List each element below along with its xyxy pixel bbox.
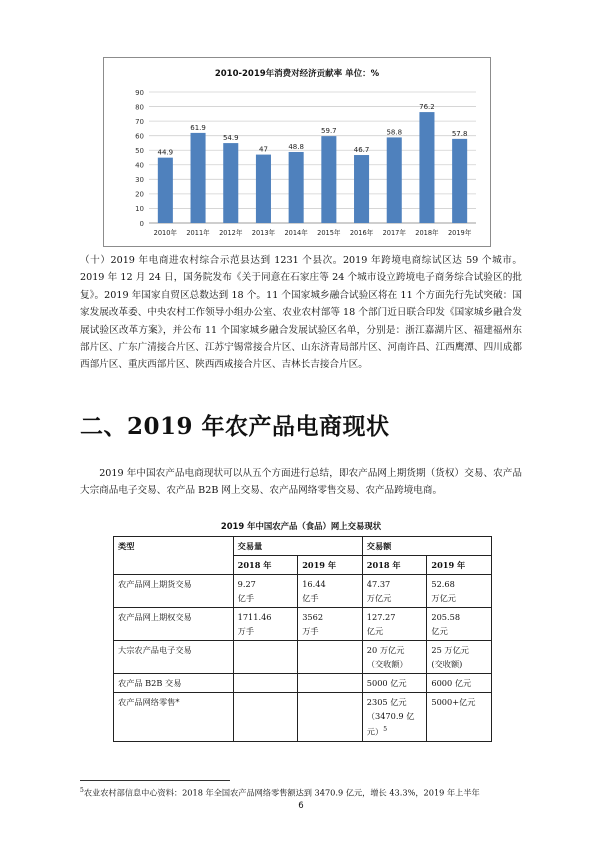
paragraph-export-pilot-zones: （十）2019 年电商进农村综合示范县达到 1231 个县次。2019 年跨境电商综试区达 59 个城市。2019 年 12 月 24 日，国务院发布《关于同意在石家庄等 24 个城市设立跨境电子商务综合试验区的批复》。2019 年国家自贸区总数达到 18 个。11 个国家城乡融合试验区将在 11 个方面先行先试突破：国家发展改革委、中央农村工作领导小组办公室、农业农村部等 18 个部门近日联合印发《国家城乡融合发展试验区改革方案》，并公布 11 个国家城乡融合发展试验区名单，分别是：浙江嘉湖片区、福建福州东部片区、广东广清接合片区、江苏宁锡常接合片区、山东济青局部片区、河南许昌、江西鹰潭、四川成都西部片区、重庆西部片区、陕西西咸接合片区、吉林长吉接合片区。 <box>80 255 522 371</box>
data-label: 59.7 <box>321 127 337 136</box>
year-2018-volume: 2018 年 <box>233 556 298 575</box>
cell-value: 5000 亿元 <box>366 678 407 688</box>
cell <box>362 674 427 693</box>
data-label: 57.8 <box>451 129 468 138</box>
row-type: 农产品网上期权交易 <box>114 608 234 641</box>
x-tick-label: 2018年 <box>415 229 439 237</box>
x-tick-label: 2016年 <box>349 229 374 237</box>
bar <box>289 152 304 223</box>
cell <box>298 608 363 641</box>
table-row <box>114 674 492 693</box>
bar <box>321 136 336 223</box>
table-row <box>114 608 492 641</box>
row-type: 大宗农产品电子交易 <box>114 641 234 674</box>
bar <box>452 139 467 223</box>
table-row <box>114 641 492 674</box>
y-tick-label: 80 <box>135 103 144 112</box>
footnote-ref[interactable]: 5 <box>383 726 388 733</box>
footnote-divider <box>80 780 230 781</box>
x-tick-label: 2015年 <box>317 229 341 237</box>
cell-value: 16.44 <box>302 579 326 589</box>
col-type-header: 类型 <box>114 537 234 575</box>
row-type: 农产品 B2B 交易 <box>114 674 234 693</box>
table-title: 2019 年中国农产品（食品）网上交易现状 <box>220 521 382 531</box>
x-tick-label: 2010年 <box>153 229 178 237</box>
row-type-label: 农产品网络零售 <box>118 697 176 707</box>
y-tick-label: 50 <box>135 147 144 156</box>
cell-value: 9.27 <box>237 579 256 589</box>
footnote-text: 农业农村部信息中心资料：2018 年全国农产品网络零售额达到 3470.9 亿元，增长 43.3%，2019 年上半年 <box>83 787 480 798</box>
cell-value: 20 万亿元 <box>366 645 405 655</box>
cell-unit: 万手 <box>302 626 319 636</box>
row-type: 农产品网上期货交易 <box>114 575 234 608</box>
cell-empty <box>233 693 298 742</box>
x-tick-label: 2017年 <box>382 229 406 237</box>
y-tick-label: 90 <box>135 88 144 97</box>
cell-value: 205.58 <box>431 612 461 622</box>
cell-unit: 万亿元 <box>431 593 456 603</box>
data-label: 54.9 <box>222 134 239 143</box>
col-amount-header: 交易额 <box>362 537 491 556</box>
bar <box>158 158 173 223</box>
consumption-contribution-chart <box>103 57 491 247</box>
y-tick-label: 70 <box>135 117 144 126</box>
footnote <box>80 785 530 799</box>
cell-unit: 万亿元 <box>366 593 392 603</box>
bar <box>256 155 271 223</box>
cell <box>233 608 298 641</box>
cell <box>362 575 427 608</box>
cell-empty <box>298 641 363 674</box>
table-row <box>114 693 492 742</box>
cell-unit: 亿手 <box>302 593 319 603</box>
section-title: 二、2019 年农产品电商现状 <box>80 413 390 440</box>
footnote-mark: 5 <box>80 787 84 794</box>
cell-value: 3562 <box>302 612 324 622</box>
cell-unit: (交收额) <box>431 659 463 669</box>
table-header-row <box>114 537 492 556</box>
cell-unit: 亿元 <box>431 626 448 636</box>
table-row <box>114 575 492 608</box>
cell-value: 127.27 <box>366 612 396 622</box>
data-label: 46.7 <box>353 146 370 155</box>
year-2019-amount: 2019 年 <box>427 556 492 575</box>
bar <box>387 137 402 223</box>
data-label: 48.8 <box>288 142 304 151</box>
page-number: 6 <box>298 801 304 811</box>
year-2018-amount: 2018 年 <box>362 556 427 575</box>
cell-value: 47.37 <box>366 579 391 589</box>
ag-trade-table <box>113 536 492 742</box>
data-label: 58.8 <box>386 128 403 137</box>
y-tick-label: 20 <box>135 190 144 199</box>
cell <box>298 575 363 608</box>
cell <box>427 575 492 608</box>
cell <box>362 693 427 742</box>
y-tick-label: 30 <box>135 176 144 185</box>
cell-empty <box>233 674 298 693</box>
x-tick-label: 2013年 <box>251 229 276 237</box>
x-tick-label: 2014年 <box>284 229 308 237</box>
cell <box>427 641 492 674</box>
paragraph-ag-ecommerce-summary: 2019 年中国农产品电商现状可以从五个方面进行总结，即农产品网上期货期（货权）交易、农产品大宗商品电子交易、农产品 B2B 网上交易、农产品网络零售交易、农产品跨境电商。 <box>80 468 522 497</box>
cell <box>362 608 427 641</box>
cell-note: 元） <box>366 726 384 737</box>
cell-value: 25 万亿元 <box>431 645 469 655</box>
data-label: 44.9 <box>157 148 174 157</box>
cell <box>427 693 492 742</box>
cell-unit: 亿手 <box>237 593 255 603</box>
cell-note: （3470.9 亿 <box>366 711 415 721</box>
cell-unit: 万手 <box>237 626 255 636</box>
cell-value: 6000 亿元 <box>431 678 472 688</box>
cell-unit: （交收额） <box>366 659 408 669</box>
cell-value: 5000+亿元 <box>431 697 476 707</box>
cell-empty <box>233 641 298 674</box>
data-label: 61.9 <box>190 123 206 132</box>
cell <box>427 608 492 641</box>
cell <box>233 575 298 608</box>
cell <box>362 641 427 674</box>
bar <box>223 143 238 223</box>
cell-unit: 亿元 <box>366 626 384 636</box>
cell-empty <box>298 693 363 742</box>
chart-canvas <box>104 58 490 246</box>
year-2019-volume: 2019 年 <box>298 556 363 575</box>
y-tick-label: 0 <box>139 219 144 228</box>
x-tick-label: 2011年 <box>186 229 210 237</box>
y-tick-label: 10 <box>135 205 144 214</box>
bar <box>191 133 206 223</box>
cell-value: 1711.46 <box>237 612 272 622</box>
y-tick-label: 40 <box>135 161 144 170</box>
chart-title: 2010-2019年消费对经济贡献率 单位：% <box>214 69 380 79</box>
cell <box>427 674 492 693</box>
x-tick-label: 2012年 <box>219 229 243 237</box>
bar <box>419 112 434 223</box>
cell-value: 2305 亿元 <box>366 697 407 707</box>
y-tick-label: 60 <box>135 132 144 141</box>
data-label: 76.2 <box>419 103 435 112</box>
row-type <box>114 693 234 742</box>
bar <box>354 155 369 223</box>
x-tick-label: 2019年 <box>447 229 472 237</box>
col-volume-header: 交易量 <box>233 537 362 556</box>
cell-empty <box>298 674 363 693</box>
data-label: 47 <box>258 145 268 154</box>
row-type-mark: * <box>175 697 180 707</box>
cell-value: 52.68 <box>431 579 455 589</box>
